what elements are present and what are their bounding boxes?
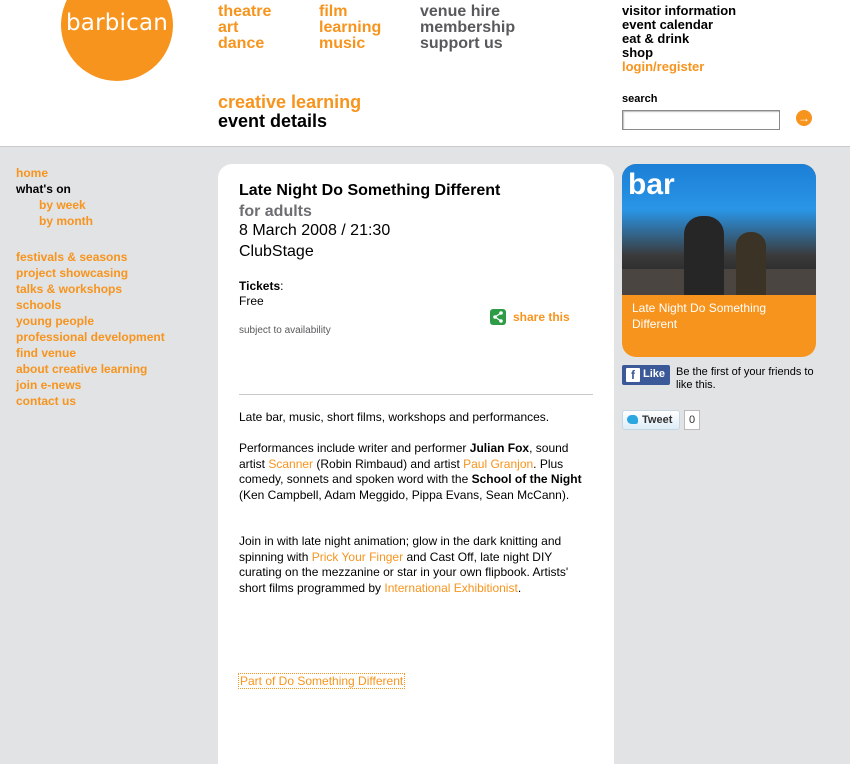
text: . (517, 580, 522, 595)
arrow-right-icon: → (798, 111, 810, 125)
share-icon (490, 309, 506, 325)
share-label: share this (513, 310, 570, 324)
performer-name: Julian Fox (469, 441, 530, 455)
description-activities (239, 534, 595, 596)
main-nav-arts (218, 4, 271, 52)
event-venue: ClubStage (239, 243, 314, 260)
sidebar-nav (16, 165, 165, 409)
tweet-button[interactable] (622, 410, 680, 430)
event-date: 8 March 2008 / 21:30 (239, 222, 391, 239)
barbican-logo[interactable] (61, 0, 173, 81)
tweet-count: 0 (684, 410, 700, 430)
promo-image-text: bar (628, 168, 675, 201)
site-header (0, 0, 850, 147)
sidebar-item-by-month[interactable]: by month (39, 214, 93, 228)
page-title: event details (218, 111, 328, 131)
bartender-figure (736, 232, 766, 295)
logo-text: barbican (65, 10, 169, 36)
search-input[interactable] (622, 110, 780, 130)
utility-nav (622, 4, 736, 74)
promo-image (622, 164, 816, 295)
sidebar-item-contact-us[interactable]: contact us (16, 394, 77, 408)
text: . Plus comedy, sonnets and spoken word with the (239, 456, 564, 486)
sidebar-item-by-week[interactable]: by week (39, 198, 86, 212)
nav-membership[interactable]: membership (420, 19, 516, 36)
sidebar-item-talks-workshops[interactable]: talks & workshops (16, 282, 123, 296)
tweet-label: Tweet (642, 414, 673, 426)
sidebar-item-join-enews[interactable]: join e-news (16, 378, 82, 392)
event-details-panel (218, 164, 614, 764)
sidebar-spacer (16, 229, 165, 249)
like-label: Like (643, 368, 666, 380)
text: , sound artist (239, 441, 569, 471)
util-visitor-information[interactable]: visitor information (622, 3, 737, 18)
text: Performances include writer and performer (239, 441, 470, 455)
group-name: School of the Night (471, 472, 582, 486)
main-nav-venue (420, 4, 515, 52)
sidebar-item-project-showcasing[interactable]: project showcasing (16, 266, 129, 280)
text: (Ken Campbell, Adam Meggido, Pippa Evans, Sean McCann). (239, 487, 570, 502)
sidebar-item-festivals[interactable]: festivals & seasons (16, 250, 128, 264)
sidebar-item-professional-development[interactable]: professional development (16, 330, 165, 344)
facebook-icon: f (626, 368, 640, 382)
text: and Cast Off, late night DIY curating on the mezzanine or star in your own flipbook. Artists' short films programmed by (239, 549, 569, 595)
nav-film[interactable]: film (319, 3, 348, 20)
sidebar-item-home[interactable]: home (16, 166, 49, 180)
part-of-link[interactable]: Part of Do Something Different (240, 674, 404, 688)
util-shop[interactable]: shop (622, 45, 654, 60)
like-description: Be the first of your friends to like this. (676, 366, 814, 391)
tickets-colon: : (280, 279, 284, 293)
sidebar-item-schools[interactable]: schools (16, 298, 62, 312)
nav-support-us[interactable]: support us (420, 35, 503, 52)
link-prick-your-finger[interactable]: Prick Your Finger (311, 549, 404, 564)
availability-note: subject to availability (239, 325, 331, 336)
link-scanner[interactable]: Scanner (268, 456, 314, 471)
bartender-figure (684, 216, 724, 295)
nav-learning[interactable]: learning (319, 19, 382, 36)
util-event-calendar[interactable]: event calendar (622, 17, 714, 32)
sidebar-item-find-venue[interactable]: find venue (16, 346, 77, 360)
sidebar-item-young-people[interactable]: young people (16, 314, 94, 328)
tickets-label: Tickets (239, 279, 281, 293)
facebook-like-button[interactable] (622, 365, 670, 385)
tickets-value: Free (239, 294, 264, 308)
text: (Robin Rimbaud) and artist (313, 456, 464, 471)
sidebar-item-whats-on[interactable]: what's on (16, 182, 71, 196)
nav-dance[interactable]: dance (218, 35, 265, 52)
util-eat-drink[interactable]: eat & drink (622, 31, 690, 46)
link-international-exhibitionist[interactable]: International Exhibitionist (384, 580, 518, 595)
event-title: Late Night Do Something Different (239, 182, 501, 199)
nav-venue-hire[interactable]: venue hire (420, 3, 501, 20)
event-audience: for adults (239, 203, 312, 220)
nav-art[interactable]: art (218, 19, 239, 36)
search-label: search (622, 93, 658, 105)
nav-theatre[interactable]: theatre (218, 3, 272, 20)
sidebar-item-about[interactable]: about creative learning (16, 362, 148, 376)
promo-caption: Late Night Do Something Different (632, 301, 767, 331)
description-performances (239, 441, 595, 503)
divider (239, 394, 593, 395)
twitter-bird-icon (627, 415, 638, 424)
tickets-heading (239, 279, 283, 293)
link-paul-granjon[interactable]: Paul Granjon (463, 456, 534, 471)
text: Join in with late night animation; glow in the dark knitting and spinning with (239, 534, 562, 564)
search-go-button[interactable] (796, 110, 812, 126)
main-nav-media (319, 4, 381, 52)
promo-card[interactable] (622, 164, 816, 357)
login-register-link[interactable]: login/register (622, 59, 705, 74)
nav-music[interactable]: music (319, 35, 366, 52)
section-title[interactable]: creative learning (218, 92, 362, 112)
description-intro: Late bar, music, short films, workshops and performances. (239, 410, 550, 424)
